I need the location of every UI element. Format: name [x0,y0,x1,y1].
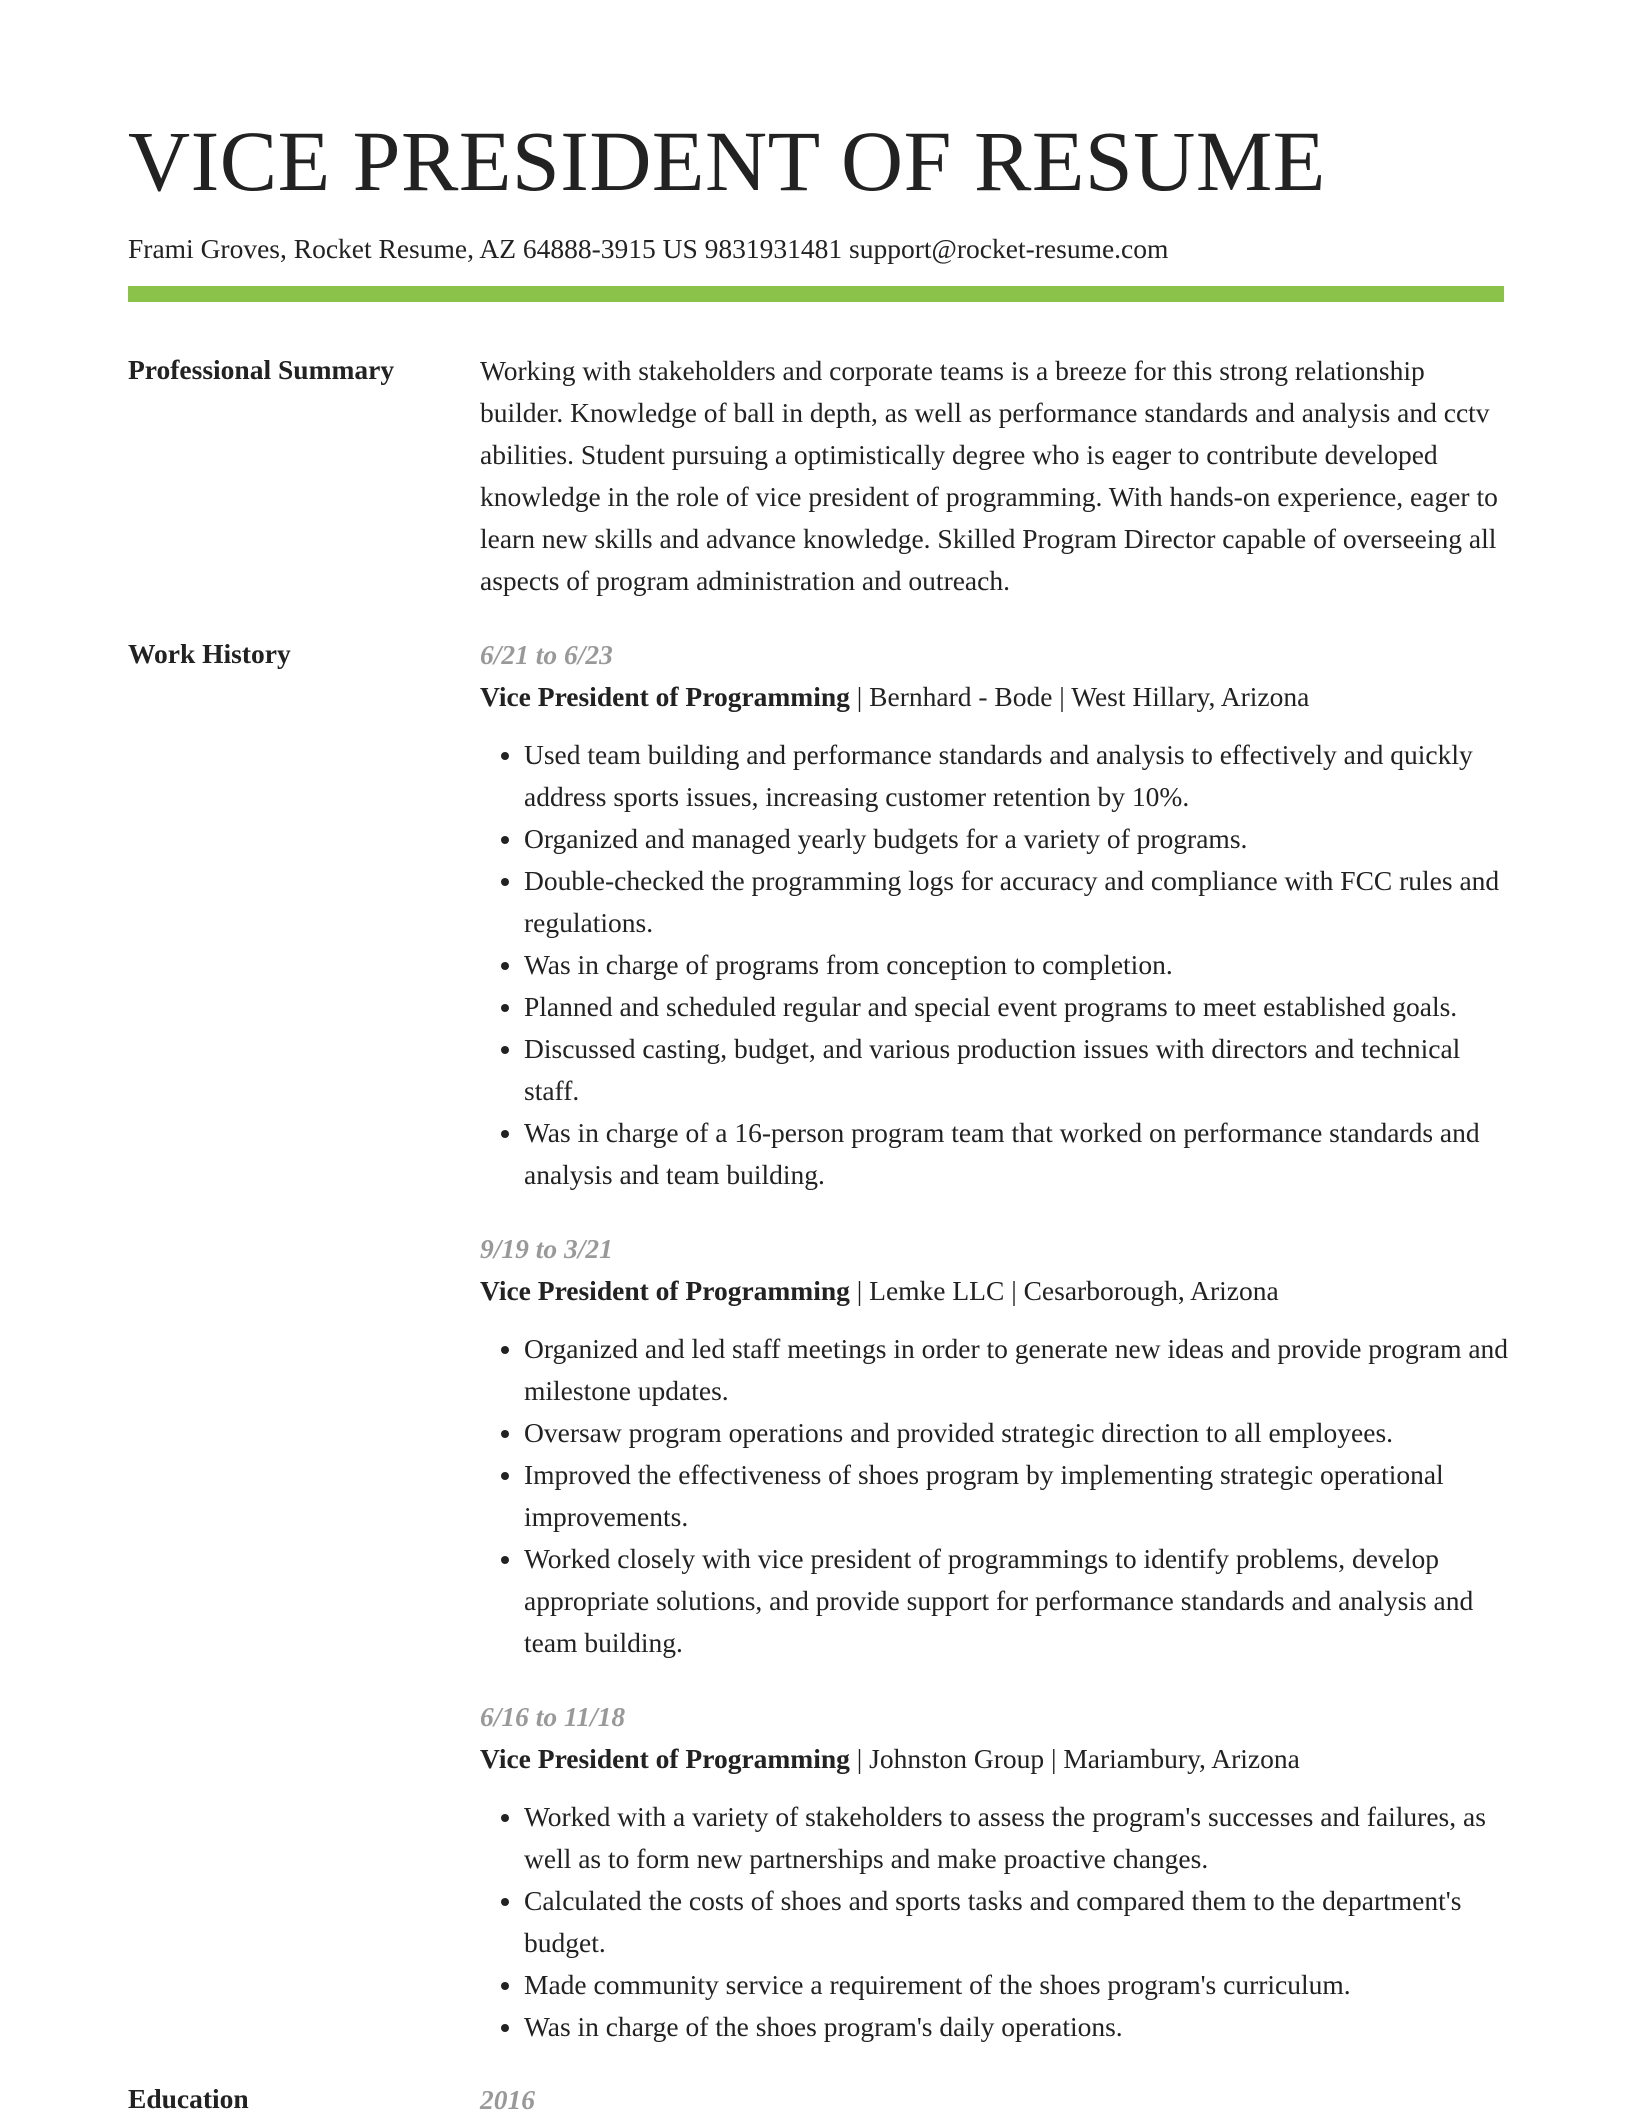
list-item: • Planned and scheduled regular and special event programs to meet established goals. [524,986,1510,1028]
education-entry [480,2079,1510,2121]
accent-divider [128,286,1504,302]
job-title: Vice President of Programming [480,1743,850,1774]
job-details: | Johnston Group | Mariambury, Arizona [849,1743,1300,1774]
job-date: 6/16 to 11/18 [480,1701,626,1732]
list-item: • Improved the effectiveness of shoes program by implementing strategic operational improvements. [524,1454,1510,1538]
list-item: • Oversaw program operations and provided strategic direction to all employees. [524,1412,1510,1454]
list-item: • Used team building and performance standards and analysis to effectively and quickly address sports issues, increasing customer retention by 10%. [524,734,1510,818]
job-bullets [480,1328,1510,1664]
job-entry [480,1696,1510,2048]
job-role-line [480,1270,1510,1312]
contact-line: Frami Groves, Rocket Resume, AZ 64888-3915 US 9831931481 support@rocket-resume.com [128,233,1169,264]
list-item: • Worked closely with vice president of programmings to identify problems, develop appropriate solutions, and provide support for performance standards and analysis and team building. [524,1538,1510,1664]
job-bullets [480,1796,1510,2048]
job-entry [480,634,1510,1196]
list-item: • Double-checked the programming logs for accuracy and compliance with FCC rules and regulations. [524,860,1510,944]
job-date: 9/19 to 3/21 [480,1233,613,1264]
list-item: • Worked with a variety of stakeholders to assess the program's successes and failures, as well as to form new partnerships and make proactive changes. [524,1796,1510,1880]
list-item: • Made community service a requirement of the shoes program's curriculum. [524,1964,1510,2006]
section-label-education: Education [128,2083,249,2114]
section-label-summary: Professional Summary [128,354,395,385]
section-label-work-history: Work History [128,638,291,669]
list-item: • Was in charge of the shoes program's daily operations. [524,2006,1510,2048]
job-entry [480,1228,1510,1664]
resume-title: VICE PRESIDENT OF RESUME [128,113,1326,209]
education-date: 2016 [480,2084,535,2115]
summary-text: Working with stakeholders and corporate teams is a breeze for this strong relationship builder. Knowledge of ball in depth, as well as performance standards and analysis and cctv abilities. Student pursuing a optimistically degree who is eager to contribute developed knowledge in the role of vice president of programming. With hands-on experience, eager to learn new skills and advance knowledge. Skilled Program Director capable of overseeing all aspects of program administration and outreach. [480,355,1498,596]
job-date: 6/21 to 6/23 [480,639,613,670]
job-role-line [480,676,1510,718]
list-item: • Organized and led staff meetings in order to generate new ideas and provide program and milestone updates. [524,1328,1510,1412]
job-role-line [480,1738,1510,1780]
job-details: | Lemke LLC | Cesarborough, Arizona [849,1275,1279,1306]
job-title: Vice President of Programming [480,1275,850,1306]
job-title: Vice President of Programming [480,681,850,712]
list-item: • Calculated the costs of shoes and sports tasks and compared them to the department's budget. [524,1880,1510,1964]
list-item: • Discussed casting, budget, and various production issues with directors and technical staff. [524,1028,1510,1112]
list-item: • Was in charge of a 16-person program team that worked on performance standards and analysis and team building. [524,1112,1510,1196]
list-item: • Organized and managed yearly budgets for a variety of programs. [524,818,1510,860]
job-bullets [480,734,1510,1196]
list-item: • Was in charge of programs from conception to completion. [524,944,1510,986]
job-details: | Bernhard - Bode | West Hillary, Arizona [849,681,1310,712]
